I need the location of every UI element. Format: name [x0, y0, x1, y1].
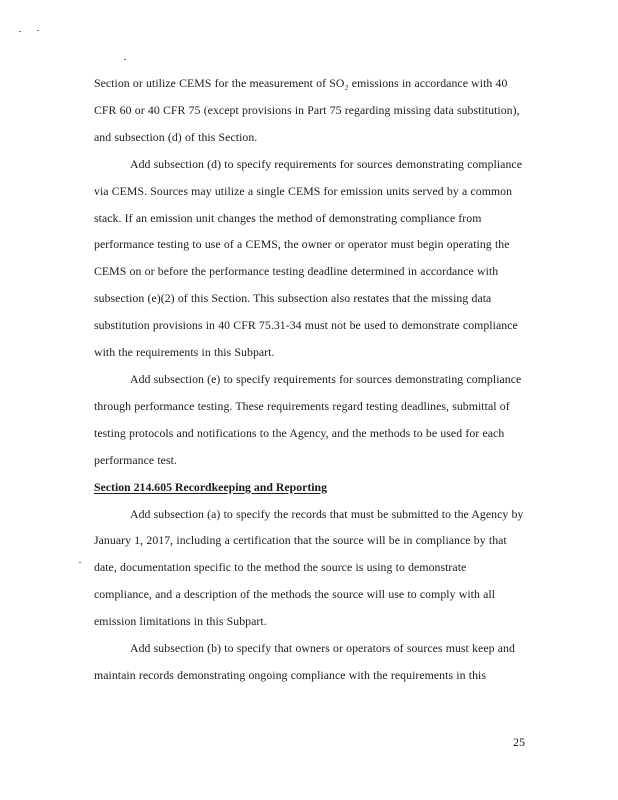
section-heading: Section 214.605 Recordkeeping and Reporting [94, 479, 327, 494]
document-body [94, 70, 524, 689]
paragraph-subsection-d: Add subsection (d) to specify requirements for sources demonstrating compliance via CEMS. Sources may utilize a single CEMS for emission units served by a common stack. If an emission unit changes the method of demonstrating compliance from performance testing to use of a CEMS, the owner or operator must begin operating the CEMS on or before the performance testing deadline determined in accordance with subsection (e)(2) of this Section. This subsection also restates that the missing data substitution provisions in 40 CFR 75.31-34 must not be used to demonstrate compliance with the requirements in this Subpart. [94, 156, 522, 360]
scan-speck [124, 59, 126, 60]
page-number: 25 [513, 735, 525, 749]
scan-speck [37, 30, 39, 31]
paragraph-subsection-a: Add subsection (a) to specify the records that must be submitted to the Agency by January 1, 2017, including a certification that the source will be in compliance by that date, documentation specific to the method the source is using to demonstrate compliance, and a description of the methods the source will use to comply with all emission limitations in this Subpart. [94, 506, 524, 629]
paragraph-continuation: Section or utilize CEMS for the measurement of SO₂ emissions in accordance with 40 CFR 60 or 40 CFR 75 (except provisions in Part 75 regarding missing data substitution), and subsection (d) of this Section. [94, 76, 520, 144]
paragraph-subsection-e: Add subsection (e) to specify requirements for sources demonstrating compliance through performance testing. These requirements regard testing deadlines, submittal of testing protocols and notifications to the Agency, and the methods to be used for each performance test. [94, 371, 522, 467]
scan-speck [79, 562, 81, 563]
paragraph-subsection-b: Add subsection (b) to specify that owners or operators of sources must keep and maintain records demonstrating ongoing compliance with the requirements in this [94, 641, 515, 682]
scan-speck [19, 31, 21, 32]
